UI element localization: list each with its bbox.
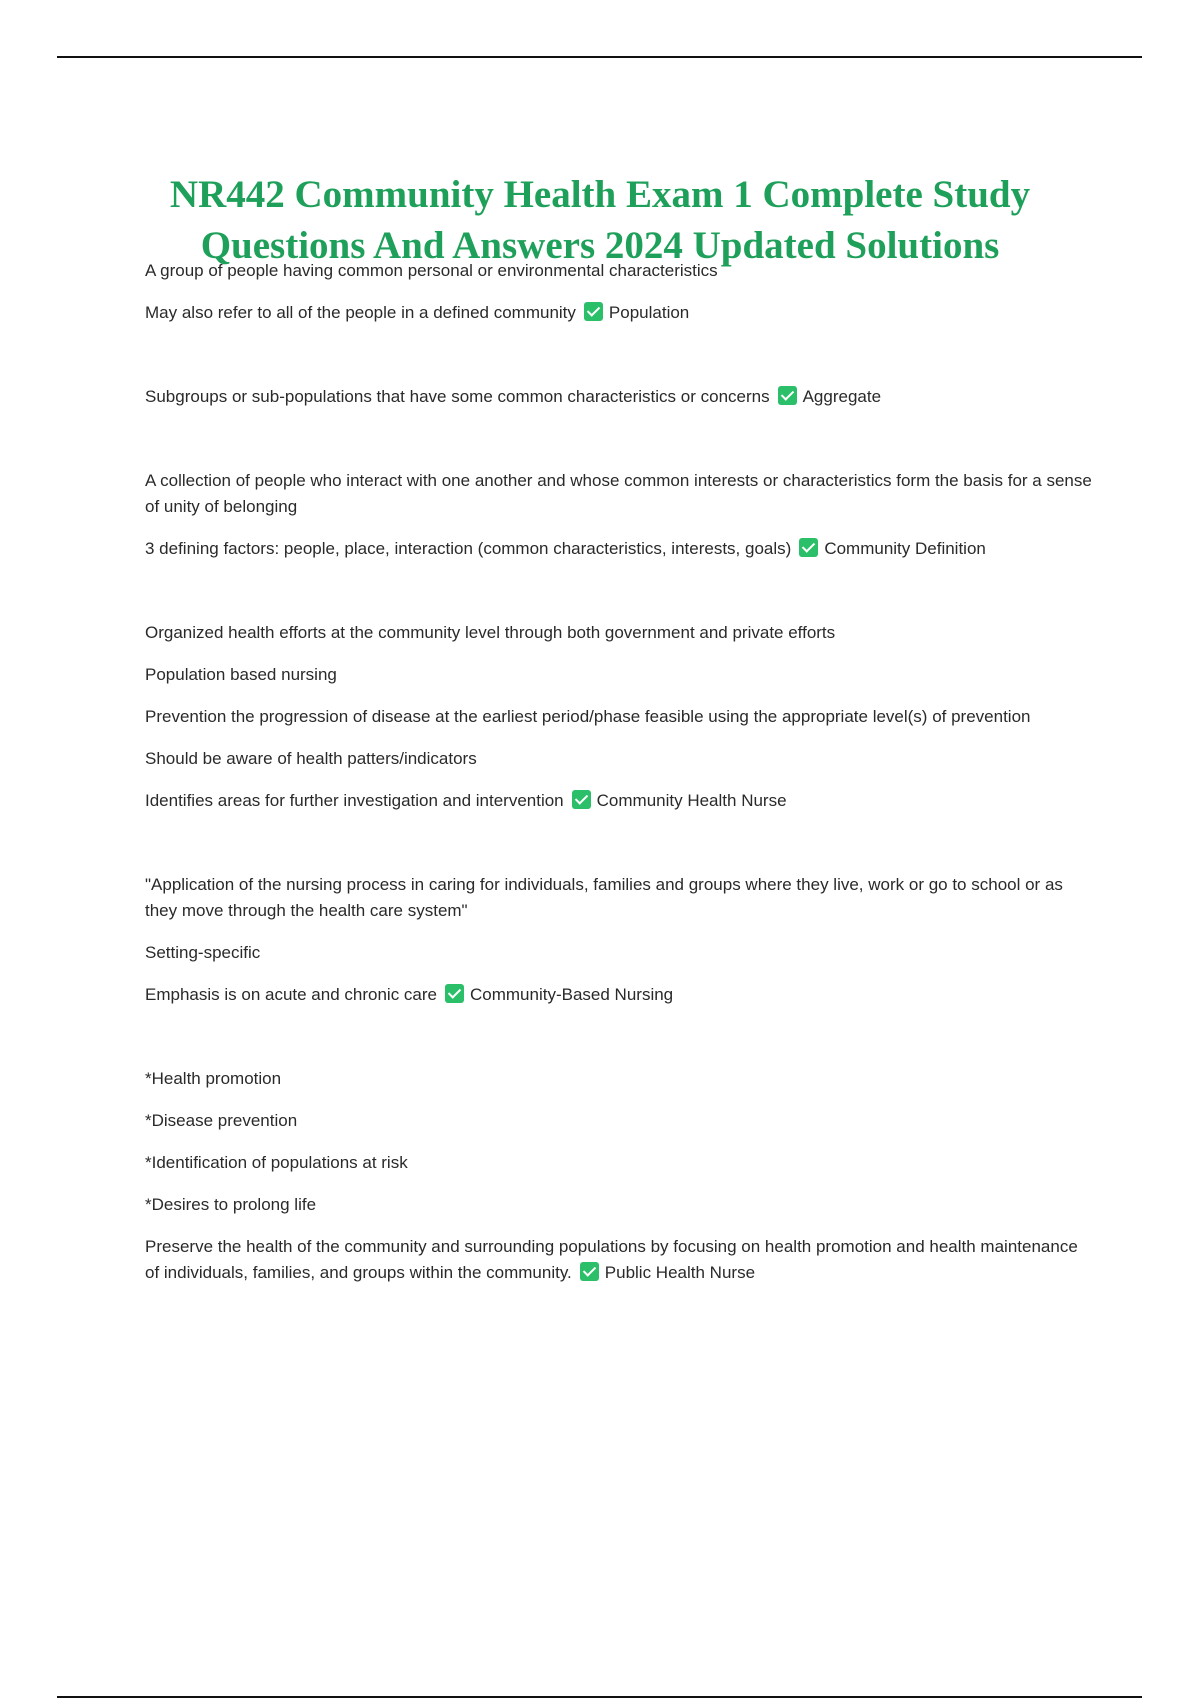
question-line [145, 1150, 1095, 1176]
question-line [145, 384, 1095, 410]
check-square-icon [445, 984, 464, 1003]
question-text: Population based nursing [145, 665, 337, 684]
question-text: Prevention the progression of disease at the earliest period/phase feasible using the appropriate level(s) of prevention [145, 707, 1031, 726]
question-line [145, 982, 1095, 1008]
question-text: 3 defining factors: people, place, interaction (common characteristics, interests, goals) [145, 539, 792, 558]
question-line [145, 662, 1095, 688]
question-line [145, 468, 1095, 520]
question-text: *Identification of populations at risk [145, 1153, 408, 1172]
flashcard [145, 384, 1095, 410]
question-text: Emphasis is on acute and chronic care [145, 985, 437, 1004]
question-text: *Health promotion [145, 1069, 282, 1088]
question-line [145, 300, 1095, 326]
title-line-2: Questions And Answers 2024 Updated Solutions [200, 224, 1000, 268]
question-text: A group of people having common personal or environmental characteristics [145, 261, 718, 280]
question-line [145, 1234, 1095, 1286]
document-title [80, 169, 1120, 271]
question-line [145, 704, 1095, 730]
question-text: Should be aware of health patters/indicators [145, 749, 477, 768]
question-text: Identifies areas for further investigation and intervention [145, 791, 564, 810]
question-line [145, 620, 1095, 646]
check-square-icon [584, 302, 603, 321]
question-text: Subgroups or sub-populations that have some common characteristics or concerns [145, 387, 770, 406]
flashcard-list [145, 258, 1095, 1302]
question-text: May also refer to all of the people in a defined community [145, 303, 576, 322]
bottom-divider [57, 1696, 1142, 1698]
question-line [145, 788, 1095, 814]
question-line [145, 1192, 1095, 1218]
flashcard [145, 468, 1095, 562]
question-text: *Disease prevention [145, 1111, 298, 1130]
question-text: Setting-specific [145, 943, 261, 962]
question-text: *Desires to prolong life [145, 1195, 317, 1214]
question-text: Organized health efforts at the community level through both government and private efforts [145, 623, 836, 642]
question-line [145, 536, 1095, 562]
title-line-1: NR442 Community Health Exam 1 Complete Study [169, 173, 1031, 217]
answer-text: Community Definition [824, 539, 986, 558]
check-square-icon [799, 538, 818, 557]
question-text: Preserve the health of the community and surrounding populations by focusing on health promotion and health maintenance of individuals, families, and groups within the community. [145, 1237, 1078, 1282]
answer-text: Community-Based Nursing [470, 985, 674, 1004]
question-line [145, 940, 1095, 966]
check-square-icon [580, 1262, 599, 1281]
question-text: "Application of the nursing process in caring for individuals, families and groups where they live, work or go to school or as they move through the health care system" [145, 875, 1063, 920]
question-text: A collection of people who interact with one another and whose common interests or characteristics form the basis for a sense of unity of belonging [145, 471, 1092, 516]
question-line [145, 1108, 1095, 1134]
check-square-icon [572, 790, 591, 809]
answer-text: Community Health Nurse [596, 791, 787, 810]
answer-text: Population [608, 303, 690, 322]
top-divider [57, 56, 1142, 58]
question-line [145, 1066, 1095, 1092]
question-line [145, 872, 1095, 924]
flashcard [145, 258, 1095, 326]
check-square-icon [778, 386, 797, 405]
question-line [145, 746, 1095, 772]
answer-text: Public Health Nurse [604, 1263, 756, 1282]
answer-text: Aggregate [802, 387, 882, 406]
flashcard [145, 872, 1095, 1008]
question-line [145, 258, 1095, 284]
flashcard [145, 620, 1095, 814]
flashcard [145, 1066, 1095, 1286]
